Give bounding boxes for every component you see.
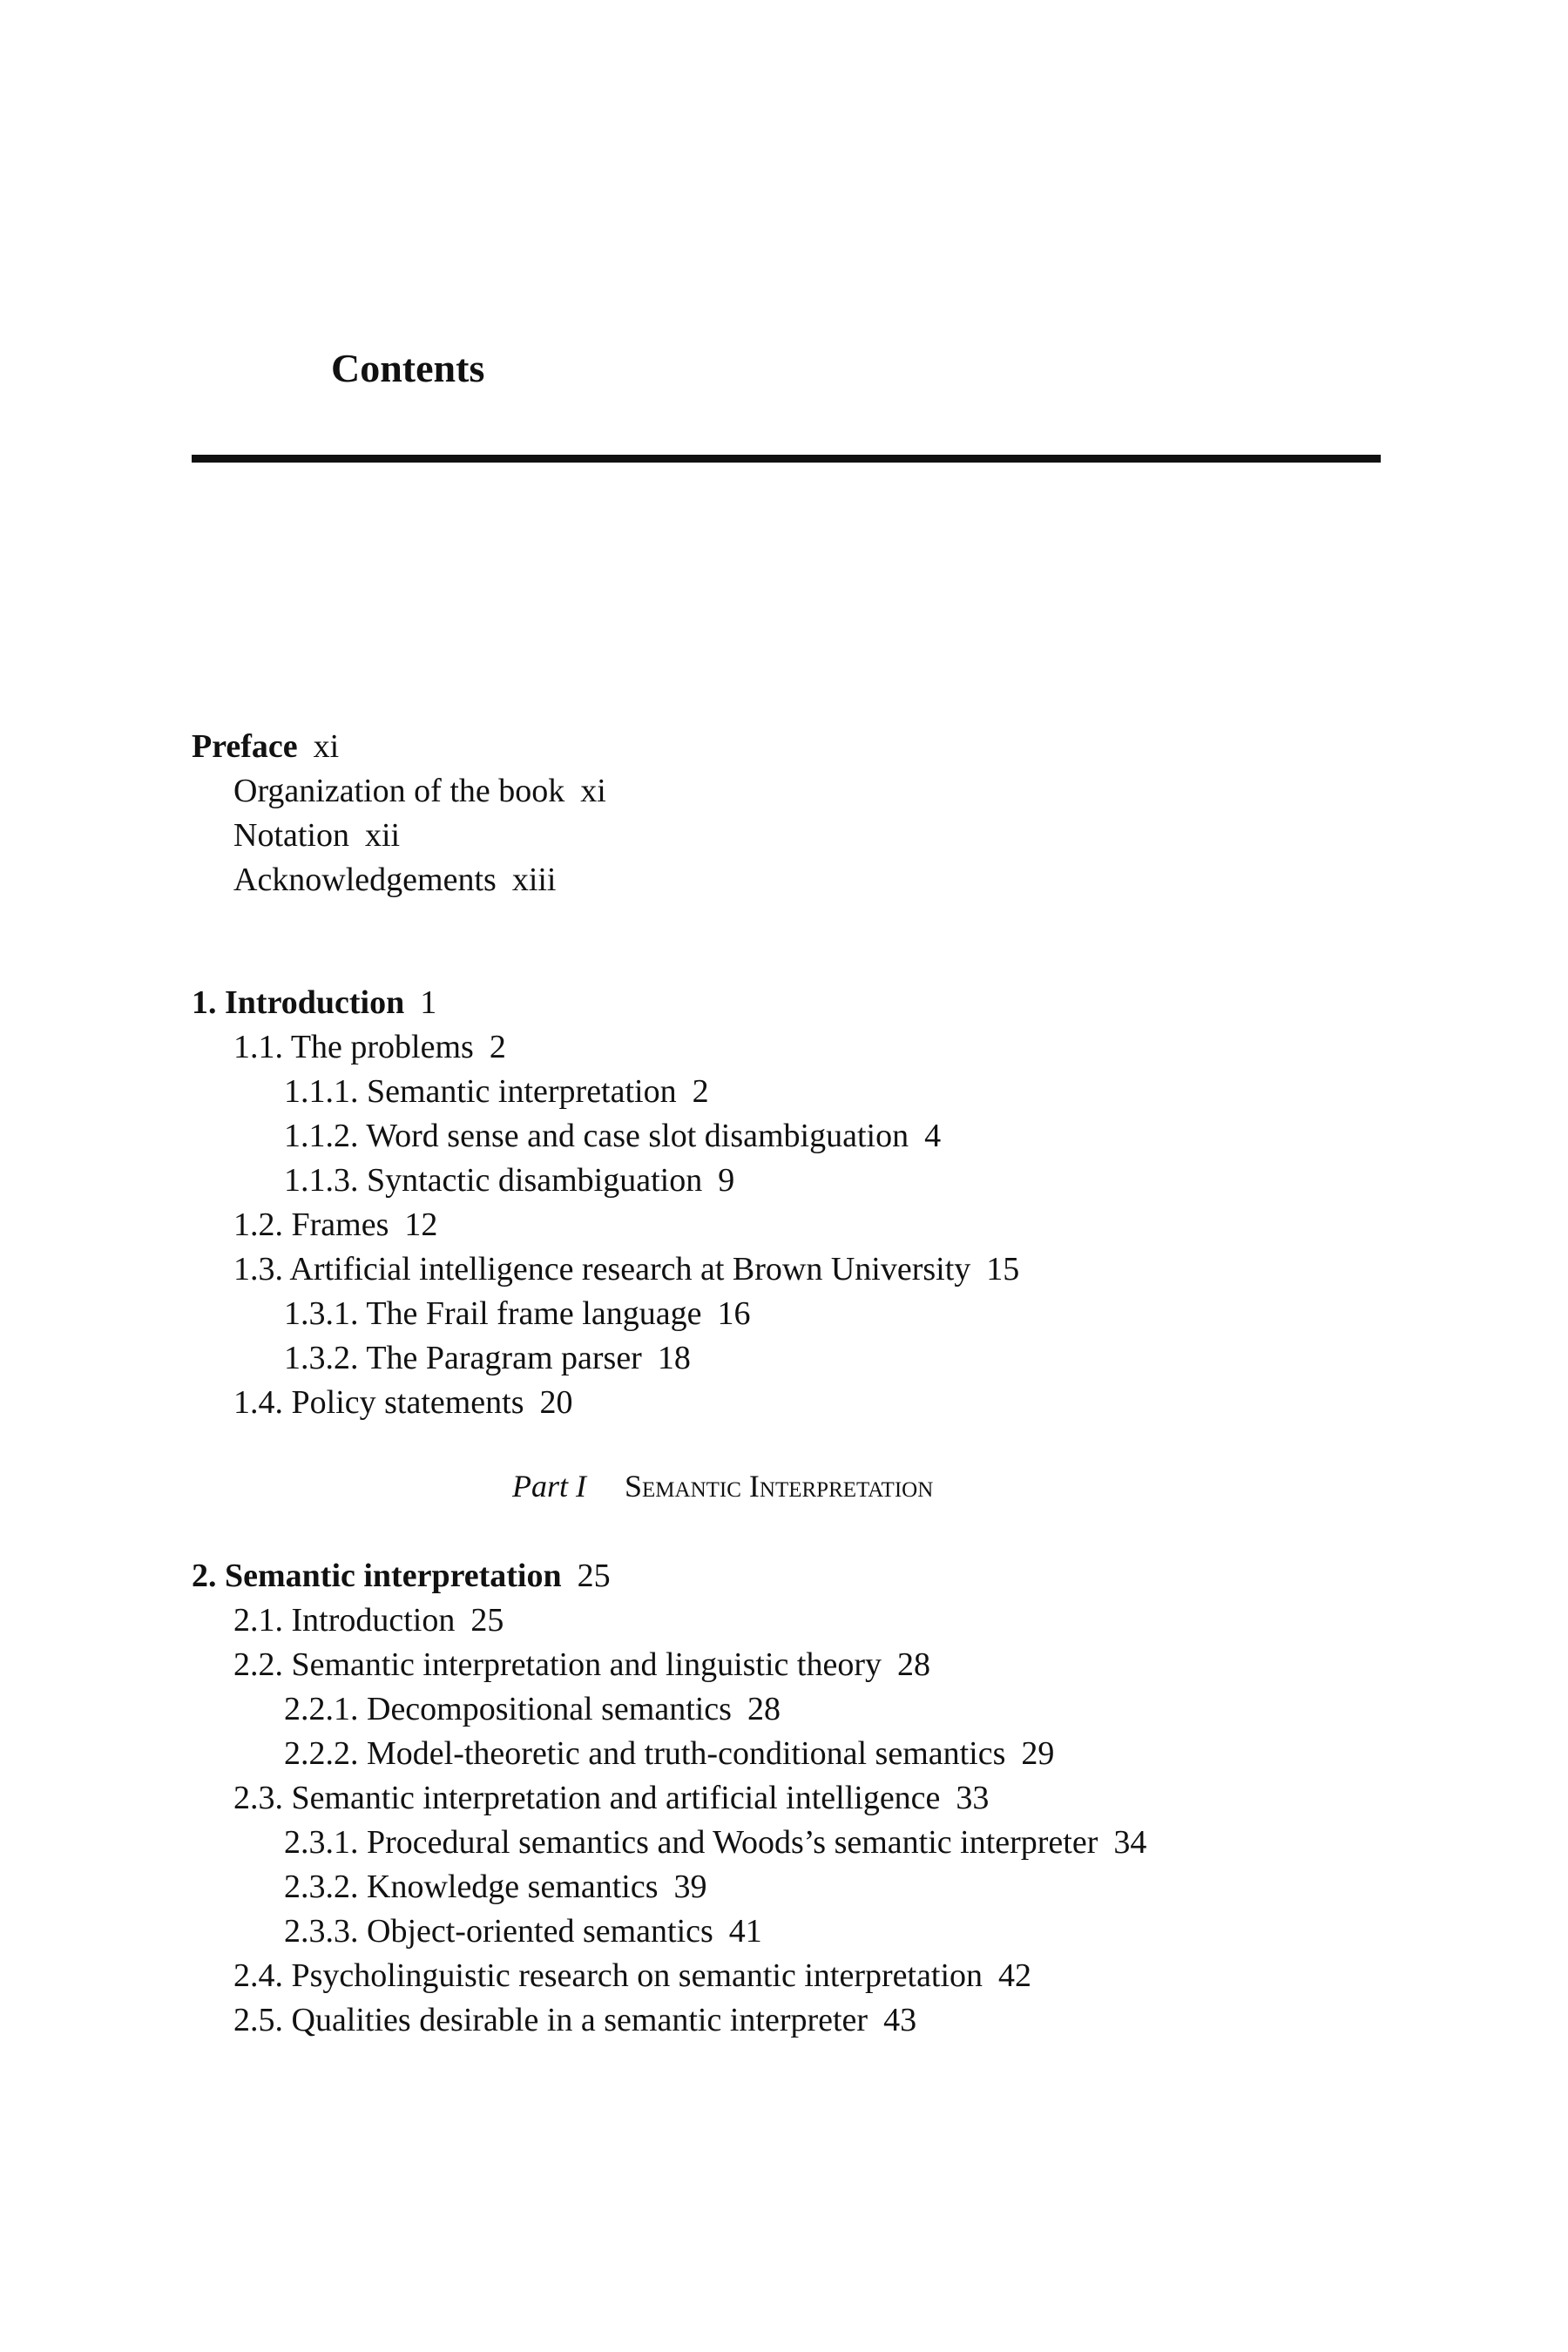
toc-number: 2.3.3. [284,1913,359,1950]
toc-heading-preface[interactable] [192,730,339,763]
toc-title: Frames [291,1206,389,1243]
toc-number: 1.1.1. [284,1073,359,1110]
toc-entry[interactable] [233,1959,1031,1992]
toc-title: Semantic interpretation [225,1558,562,1594]
toc-number: 2.3. [233,1780,283,1816]
toc-entry[interactable] [284,1342,691,1375]
toc-heading-chapter-2[interactable] [192,1559,611,1592]
toc-entry[interactable] [233,774,606,808]
toc-entry[interactable] [284,1870,707,1903]
toc-page: 29 [1021,1735,1055,1772]
toc-title: Model-theoretic and truth-conditional semantics [367,1735,1006,1772]
toc-title: The Paragram parser [366,1340,642,1376]
toc-number: 1.4. [233,1384,283,1421]
toc-entry[interactable] [233,1253,1019,1286]
toc-page: 39 [673,1869,707,1905]
toc-page: 43 [883,2002,917,2038]
toc-entry[interactable] [284,1297,750,1330]
toc-title: Introduction [291,1602,456,1639]
title-rule [192,455,1381,463]
toc-page: 2 [489,1029,506,1065]
toc-entry[interactable] [233,819,400,852]
toc-title: The Frail frame language [366,1295,702,1332]
toc-entry[interactable] [233,863,557,896]
toc-number: 2.2.2. [284,1735,359,1772]
toc-entry[interactable] [284,1075,709,1108]
part-title: Semantic Interpretation [625,1469,934,1504]
toc-title: Policy statements [291,1384,524,1421]
toc-entry[interactable] [233,1208,437,1241]
toc-title: Acknowledgements [233,862,497,898]
toc-page: 28 [897,1646,930,1683]
toc-entry[interactable] [233,1781,989,1815]
toc-page: 33 [956,1780,990,1816]
toc-title: Psycholinguistic research on semantic interpretation [291,1957,983,1994]
toc-title: Word sense and case slot disambiguation [366,1118,909,1154]
toc-page: 34 [1113,1824,1147,1861]
toc-number: 2.2. [233,1646,283,1683]
toc-page: 25 [470,1602,504,1639]
toc-entry[interactable] [233,2004,916,2037]
toc-entry[interactable] [284,1164,734,1197]
toc-page: 16 [717,1295,751,1332]
part-label: Part I [512,1469,586,1504]
toc-page: xii [364,817,401,854]
toc-number: 1.1.2. [284,1118,359,1154]
toc-title: Decompositional semantics [367,1691,732,1727]
toc-title: The problems [290,1029,474,1065]
toc-title: Knowledge semantics [367,1869,659,1905]
toc-title: Qualities desirable in a semantic interpreter [291,2002,868,2038]
part-divider [512,1470,933,1502]
toc-number: 2.2.1. [284,1691,359,1727]
toc-title: Semantic interpretation [367,1073,677,1110]
toc-title: Semantic interpretation and linguistic theory [291,1646,882,1683]
toc-entry[interactable] [233,1386,573,1419]
page-title: Contents [331,346,485,390]
toc-page: 15 [986,1251,1020,1288]
toc-number: 2.3.1. [284,1824,359,1861]
toc-page: 20 [539,1384,573,1421]
toc-title: Artificial intelligence research at Brown University [289,1251,971,1288]
toc-page: 4 [924,1118,942,1154]
toc-page: 28 [747,1691,781,1727]
toc-number: 2.5. [233,2002,283,2038]
toc-title: Object-oriented semantics [367,1913,713,1950]
toc-title: Notation [233,817,349,854]
toc-title: Introduction [225,984,405,1021]
toc-title: Organization of the book [233,773,565,809]
toc-entry[interactable] [233,1031,506,1064]
toc-page: 12 [404,1206,438,1243]
toc-page: xiii [511,862,557,898]
toc-entry[interactable] [284,1915,762,1948]
toc-page: 41 [728,1913,762,1950]
toc-number: 1.1.3. [284,1162,359,1199]
toc-page: 2 [692,1073,709,1110]
toc-number: 1.1. [233,1029,283,1065]
toc-page: 9 [718,1162,735,1199]
toc-page: xi [313,728,340,765]
toc-number: 2.3.2. [284,1869,359,1905]
toc-entry[interactable] [284,1737,1054,1770]
toc-number: 1.3. [233,1251,283,1288]
toc-page: 18 [657,1340,691,1376]
toc-entry[interactable] [284,1826,1146,1859]
toc-page: 1 [420,984,437,1021]
toc-entry[interactable] [284,1693,781,1726]
toc-page: 42 [998,1957,1032,1994]
toc-title: Semantic interpretation and artificial intelligence [291,1780,941,1816]
toc-page: xi [580,773,606,809]
toc-number: 1.2. [233,1206,283,1243]
toc-page: 25 [577,1558,611,1594]
toc-entry[interactable] [233,1604,504,1637]
toc-title: Syntactic disambiguation [367,1162,703,1199]
toc-number: 2.4. [233,1957,283,1994]
toc-number: 1.3.2. [284,1340,359,1376]
toc-heading-chapter-1[interactable] [192,986,436,1019]
toc-number: 1.3.1. [284,1295,359,1332]
toc-number: 2.1. [233,1602,283,1639]
toc-title: Preface [192,728,298,765]
toc-entry[interactable] [233,1648,930,1681]
toc-number: 1. [192,984,217,1021]
toc-number: 2. [192,1558,217,1594]
toc-entry[interactable] [284,1119,941,1152]
toc-title: Procedural semantics and Woods’s semantic interpreter [367,1824,1098,1861]
